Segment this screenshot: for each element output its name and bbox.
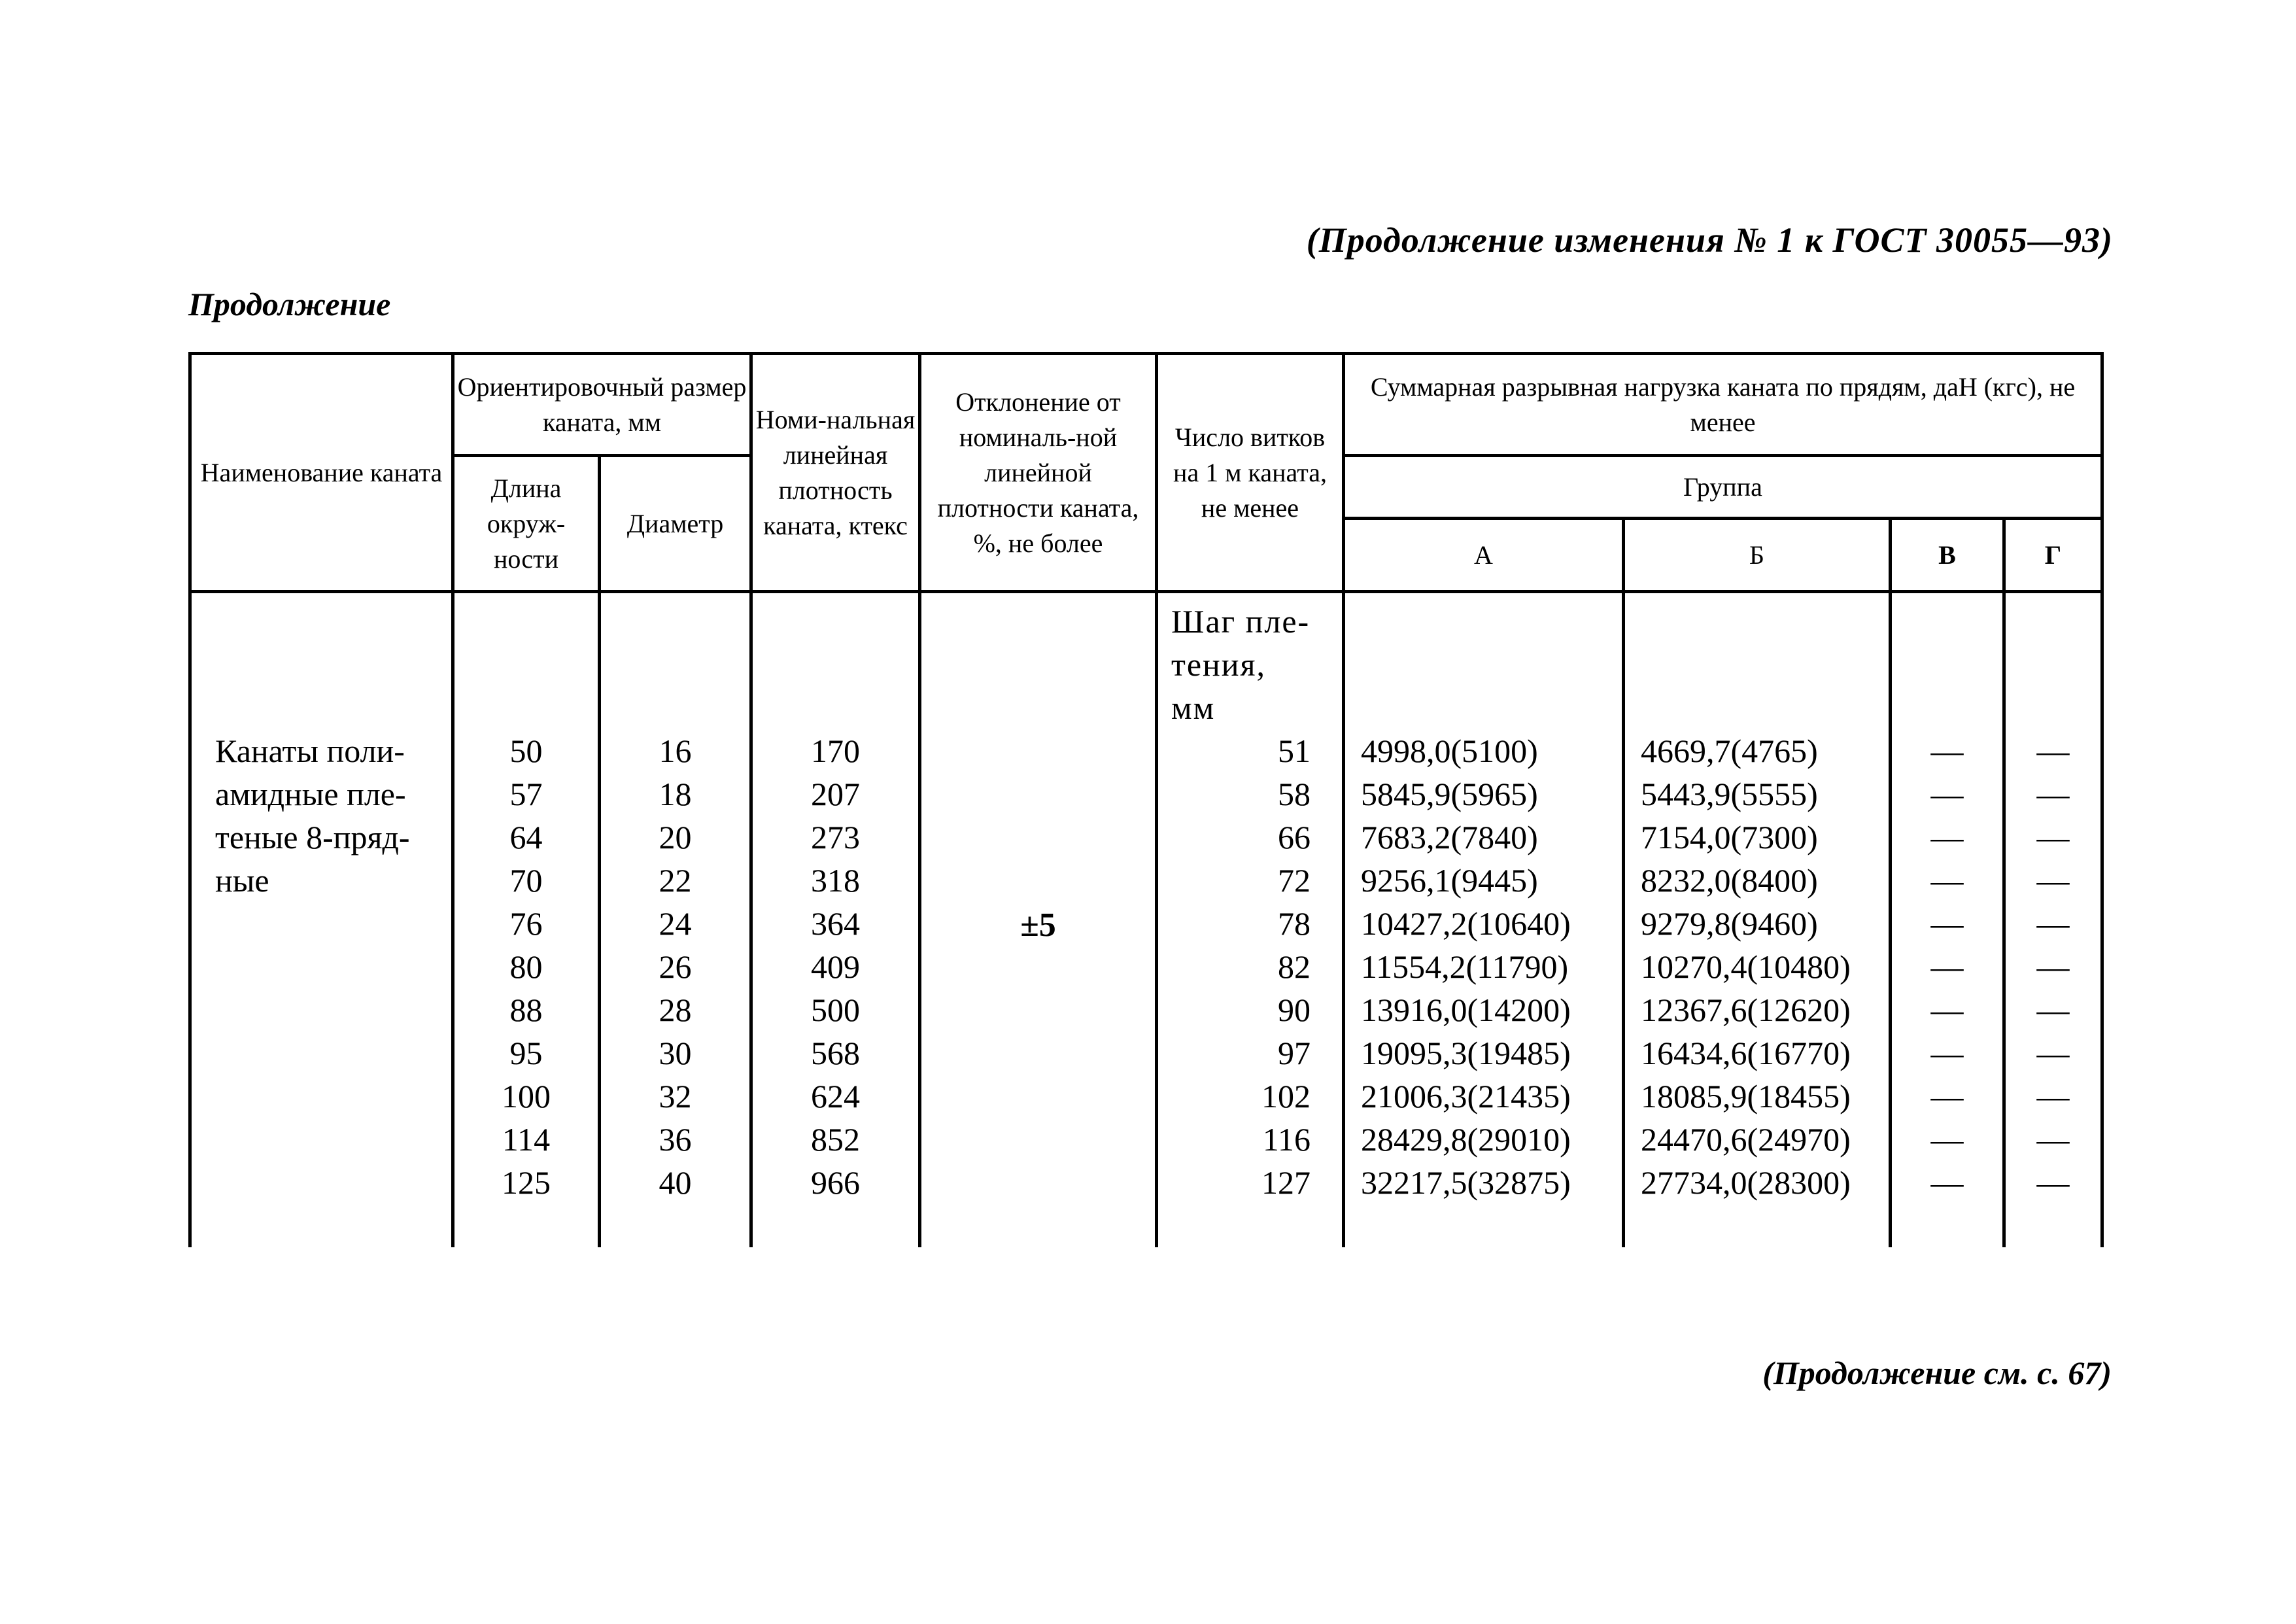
group-g-value: —: [2036, 948, 2070, 985]
group-b-column: [1624, 592, 1891, 1247]
group-b-value: 9279,8(9460): [1641, 905, 1818, 942]
group-g-value: —: [2036, 862, 2070, 899]
pitch-column: [1157, 592, 1344, 1247]
linear-density-value: 852: [811, 1121, 860, 1158]
header-breaking-load: Суммарная разрывная нагрузка каната по прядям, даН (кгс), не менее: [1344, 354, 2102, 456]
diameter-value: 18: [659, 776, 692, 812]
group-a-value: 32217,5(32875): [1361, 1164, 1571, 1201]
group-v-value: —: [1930, 733, 1964, 769]
diameter-value: 24: [659, 905, 692, 942]
group-v-value: —: [1930, 1121, 1964, 1158]
pitch-value: 78: [1278, 905, 1311, 942]
group-g-value: —: [2036, 1078, 2070, 1114]
pitch-value: 90: [1278, 992, 1311, 1028]
diameter-value: 22: [659, 862, 692, 899]
diameter-value: 28: [659, 992, 692, 1028]
rope-name-line: амидные пле-: [215, 776, 406, 812]
diameter-value: 30: [659, 1035, 692, 1071]
pitch-label-line: мм: [1171, 689, 1216, 726]
linear-density-value: 318: [811, 862, 860, 899]
circumference-value: 95: [509, 1035, 543, 1071]
rope-name-line: Канаты поли-: [215, 733, 405, 769]
diameter-value: 16: [659, 733, 692, 769]
pitch-label-line: Шаг пле-: [1171, 603, 1311, 640]
linear-density-value: 500: [811, 992, 860, 1028]
group-g-value: —: [2036, 992, 2070, 1028]
header-deviation: Отклонение от номиналь-ной линейной плотности каната, %, не более: [920, 354, 1157, 592]
group-a-value: 11554,2(11790): [1361, 948, 1569, 985]
group-v-value: —: [1930, 948, 1964, 985]
group-g-column: [2004, 592, 2102, 1247]
circumference-value: 125: [502, 1164, 551, 1201]
group-g-value: —: [2036, 905, 2070, 942]
group-b-value: 18085,9(18455): [1641, 1078, 1851, 1114]
header-turns-per-meter: Число витков на 1 м каната, не менее: [1157, 354, 1344, 592]
group-v-value: —: [1930, 819, 1964, 855]
header-rope-name: Наименование каната: [190, 354, 453, 592]
pitch-value: 127: [1261, 1164, 1311, 1201]
group-b-value: 10270,4(10480): [1641, 948, 1851, 985]
group-a-value: 9256,1(9445): [1361, 862, 1538, 899]
linear-density-value: 364: [811, 905, 860, 942]
linear-density-column: [751, 592, 920, 1247]
group-b-value: 16434,6(16770): [1641, 1035, 1851, 1071]
circumference-column: [453, 592, 600, 1247]
group-a-column: [1344, 592, 1624, 1247]
diameter-value: 20: [659, 819, 692, 855]
group-g-value: —: [2036, 733, 2070, 769]
rope-name-line: ные: [215, 862, 269, 899]
pitch-label-line: тения,: [1171, 646, 1267, 683]
group-b-value: 5443,9(5555): [1641, 776, 1818, 812]
pitch-value: 66: [1278, 819, 1311, 855]
pitch-value: 58: [1278, 776, 1311, 812]
pitch-value: 82: [1278, 948, 1311, 985]
group-g-value: —: [2036, 819, 2070, 855]
diameter-value: 26: [659, 948, 692, 985]
group-v-value: —: [1930, 776, 1964, 812]
diameter-value: 40: [659, 1164, 692, 1201]
circumference-value: 80: [509, 948, 543, 985]
linear-density-value: 966: [811, 1164, 860, 1201]
amendment-title: (Продолжение изменения № 1 к ГОСТ 30055—93): [1306, 220, 2113, 260]
pitch-value: 102: [1261, 1078, 1311, 1114]
group-g-value: —: [2036, 1121, 2070, 1158]
diameter-column: [600, 592, 751, 1247]
group-g-value: —: [2036, 1035, 2070, 1071]
group-a-value: 5845,9(5965): [1361, 776, 1538, 812]
group-b-value: 8232,0(8400): [1641, 862, 1818, 899]
circumference-value: 76: [509, 905, 543, 942]
circumference-value: 64: [509, 819, 543, 855]
linear-density-value: 409: [811, 948, 860, 985]
group-a-value: 13916,0(14200): [1361, 992, 1571, 1028]
header-group-v: В: [1891, 519, 2004, 592]
circumference-value: 100: [502, 1078, 551, 1114]
group-a-value: 21006,3(21435): [1361, 1078, 1571, 1114]
circumference-value: 50: [509, 733, 543, 769]
group-v-value: —: [1930, 1078, 1964, 1114]
header-group-a: А: [1344, 519, 1624, 592]
group-b-value: 24470,6(24970): [1641, 1121, 1851, 1158]
header-diameter: Диаметр: [600, 456, 751, 592]
group-v-value: —: [1930, 1035, 1964, 1071]
diameter-value: 32: [659, 1078, 692, 1114]
group-v-value: —: [1930, 905, 1964, 942]
rope-name-cell: [190, 592, 453, 1247]
linear-density-value: 568: [811, 1035, 860, 1071]
continuation-label: Продолжение: [188, 286, 391, 322]
header-linear-density: Номи-нальная линейная плотность каната, ктекс: [751, 354, 920, 592]
linear-density-value: 624: [811, 1078, 860, 1114]
linear-density-value: 170: [811, 733, 860, 769]
rope-name-line: теные 8-пряд-: [215, 819, 410, 855]
group-a-value: 4998,0(5100): [1361, 733, 1538, 769]
header-group: Группа: [1344, 456, 2102, 519]
rope-specification-table: [188, 352, 2104, 1247]
header-circumference: Длина окруж-ности: [453, 456, 600, 592]
linear-density-value: 207: [811, 776, 860, 812]
circumference-value: 114: [502, 1121, 551, 1158]
group-a-value: 10427,2(10640): [1361, 905, 1571, 942]
deviation-cell: [920, 592, 1157, 1247]
group-b-value: 12367,6(12620): [1641, 992, 1851, 1028]
group-v-value: —: [1930, 862, 1964, 899]
group-a-value: 7683,2(7840): [1361, 819, 1538, 855]
group-g-value: —: [2036, 776, 2070, 812]
deviation-value: ±5: [1020, 907, 1056, 944]
linear-density-value: 273: [811, 819, 860, 855]
pitch-value: 51: [1278, 733, 1311, 769]
header-approx-size: Ориентировочный размер каната, мм: [453, 354, 751, 456]
header-group-b: Б: [1624, 519, 1891, 592]
group-v-value: —: [1930, 1164, 1964, 1201]
circumference-value: 88: [509, 992, 543, 1028]
pitch-value: 116: [1262, 1121, 1311, 1158]
group-a-value: 19095,3(19485): [1361, 1035, 1571, 1071]
diameter-value: 36: [659, 1121, 692, 1158]
group-a-value: 28429,8(29010): [1361, 1121, 1571, 1158]
header-group-g: Г: [2004, 519, 2102, 592]
group-b-value: 4669,7(4765): [1641, 733, 1818, 769]
circumference-value: 70: [509, 862, 543, 899]
circumference-value: 57: [509, 776, 543, 812]
continuation-footer-note: (Продолжение см. с. 67): [1762, 1355, 2112, 1391]
group-v-column: [1891, 592, 2004, 1247]
pitch-value: 97: [1278, 1035, 1311, 1071]
group-v-value: —: [1930, 992, 1964, 1028]
group-g-value: —: [2036, 1164, 2070, 1201]
group-b-value: 27734,0(28300): [1641, 1164, 1851, 1201]
group-b-value: 7154,0(7300): [1641, 819, 1818, 855]
pitch-value: 72: [1278, 862, 1311, 899]
